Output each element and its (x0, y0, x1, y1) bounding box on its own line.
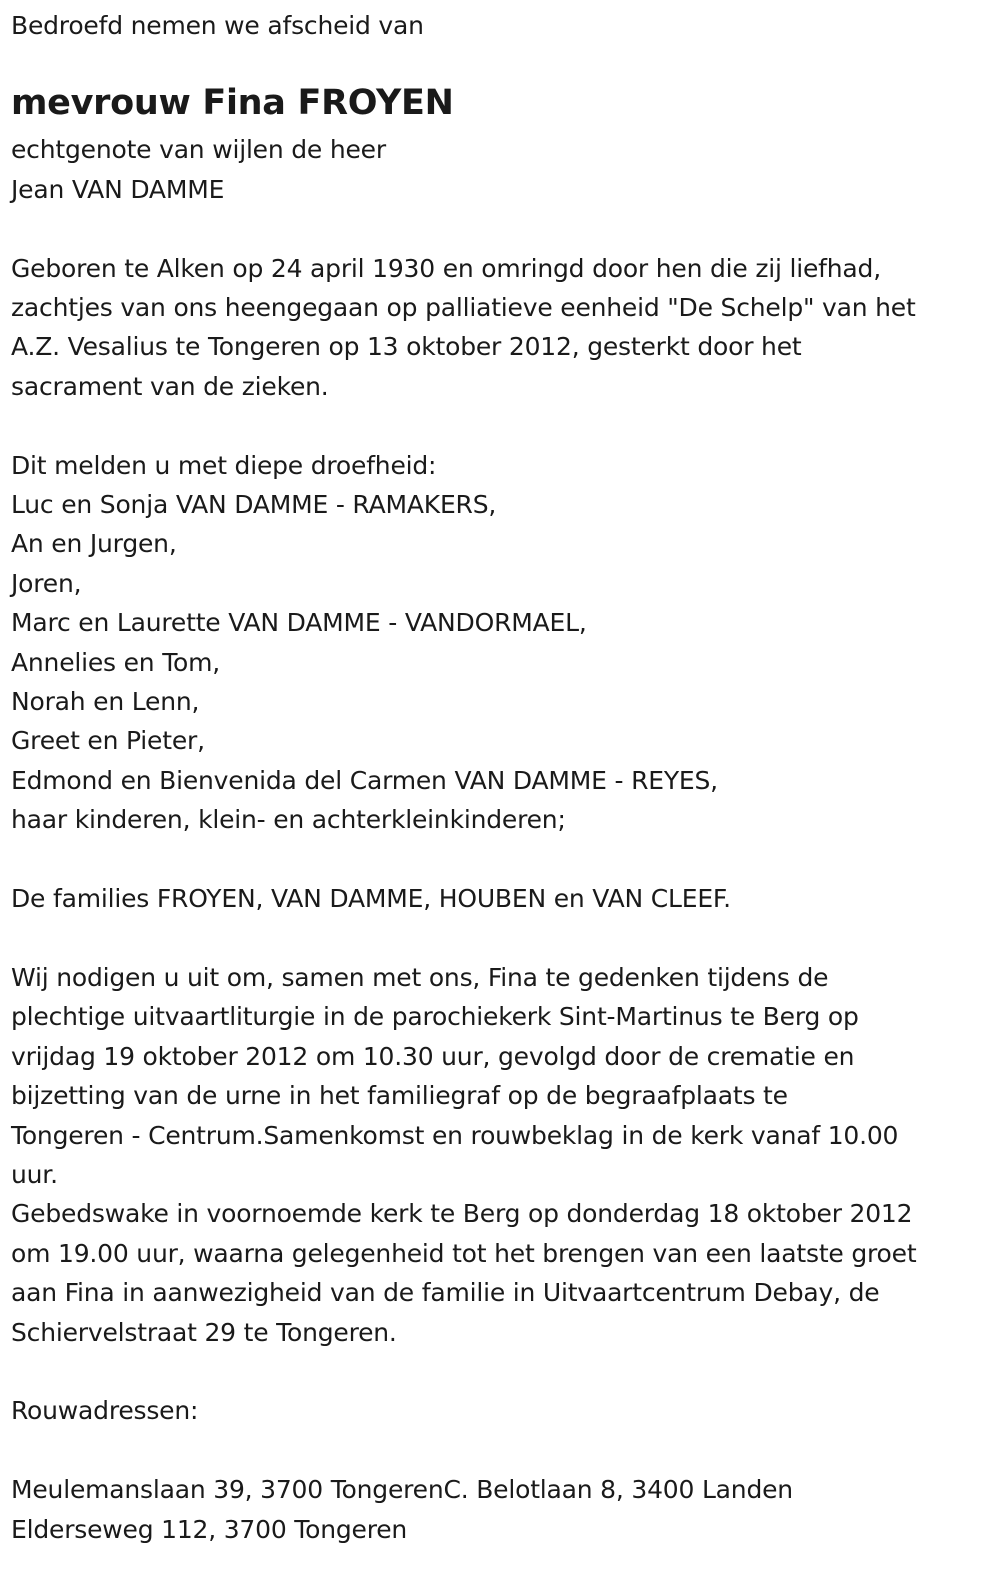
paragraph-line: Gebedswake in voornoemde kerk te Berg op donderdag 18 oktober 2012 (11, 1199, 913, 1229)
announcers-list (11, 446, 986, 840)
families-line: De families FROYEN, VAN DAMME, HOUBEN en VAN CLEEF. (11, 884, 731, 914)
spacer (11, 209, 986, 248)
spouse-line: echtgenote van wijlen de heer (11, 135, 386, 165)
paragraph-line: Tongeren - Centrum.Samenkomst en rouwbeklag in de kerk vanaf 10.00 (11, 1120, 899, 1150)
paragraph-line: zachtjes van ons heengegaan op palliatieve eenheid "De Schelp" van het (11, 293, 916, 323)
obituary-document (11, 6, 986, 1549)
announcers-heading: Dit melden u met diepe droefheid: (11, 450, 437, 480)
announcer-item: Annelies en Tom, (11, 647, 221, 677)
spouse-block (11, 130, 986, 209)
paragraph-line: bijzetting van de urne in het familiegraf op de begraafplaats te (11, 1081, 788, 1111)
paragraph-line: sacrament van de zieken. (11, 371, 329, 401)
announcer-item: Norah en Lenn, (11, 687, 200, 717)
spacer (11, 1431, 986, 1470)
announcer-item: Marc en Laurette VAN DAMME - VANDORMAEL, (11, 608, 587, 638)
intro-text: Bedroefd nemen we afscheid van (11, 11, 424, 40)
ceremony-paragraph (11, 958, 986, 1352)
announcer-item: Edmond en Bienvenida del Carmen VAN DAMME - REYES, (11, 765, 718, 795)
paragraph-line: plechtige uitvaartliturgie in de parochiekerk Sint-Martinus te Berg op (11, 1002, 859, 1032)
paragraph-line: vrijdag 19 oktober 2012 om 10.30 uur, gevolgd door de crematie en (11, 1041, 855, 1071)
announcer-item: haar kinderen, klein- en achterkleinkinderen; (11, 805, 566, 835)
announcer-item: An en Jurgen, (11, 529, 177, 559)
spacer (11, 918, 986, 957)
address-line: Meulemanslaan 39, 3700 TongerenC. Belotlaan 8, 3400 Landen (11, 1475, 793, 1505)
birth-death-paragraph (11, 249, 986, 407)
addresses-list (11, 1470, 986, 1549)
spouse-line: Jean VAN DAMME (11, 174, 225, 204)
announcer-item: Joren, (11, 568, 82, 598)
addresses-label: Rouwadressen: (11, 1396, 199, 1426)
paragraph-line: Wij nodigen u uit om, samen met ons, Fina te gedenken tijdens de (11, 962, 829, 992)
paragraph-line: uur. (11, 1159, 58, 1189)
paragraph-line: A.Z. Vesalius te Tongeren op 13 oktober 2012, gesterkt door het (11, 332, 802, 362)
paragraph-line: Schiervelstraat 29 te Tongeren. (11, 1317, 397, 1347)
paragraph-line: Geboren te Alken op 24 april 1930 en omringd door hen die zij liefhad, (11, 253, 881, 283)
paragraph-line: aan Fina in aanwezigheid van de familie in Uitvaartcentrum Debay, de (11, 1278, 880, 1308)
paragraph-line: om 19.00 uur, waarna gelegenheid tot het brengen van een laatste groet (11, 1238, 917, 1268)
address-line: Elderseweg 112, 3700 Tongeren (11, 1514, 408, 1544)
spacer (11, 406, 986, 445)
deceased-name: mevrouw Fina FROYEN (11, 83, 454, 124)
spacer (11, 1352, 986, 1391)
announcer-item: Greet en Pieter, (11, 726, 205, 756)
spacer (11, 840, 986, 879)
announcer-item: Luc en Sonja VAN DAMME - RAMAKERS, (11, 490, 497, 520)
